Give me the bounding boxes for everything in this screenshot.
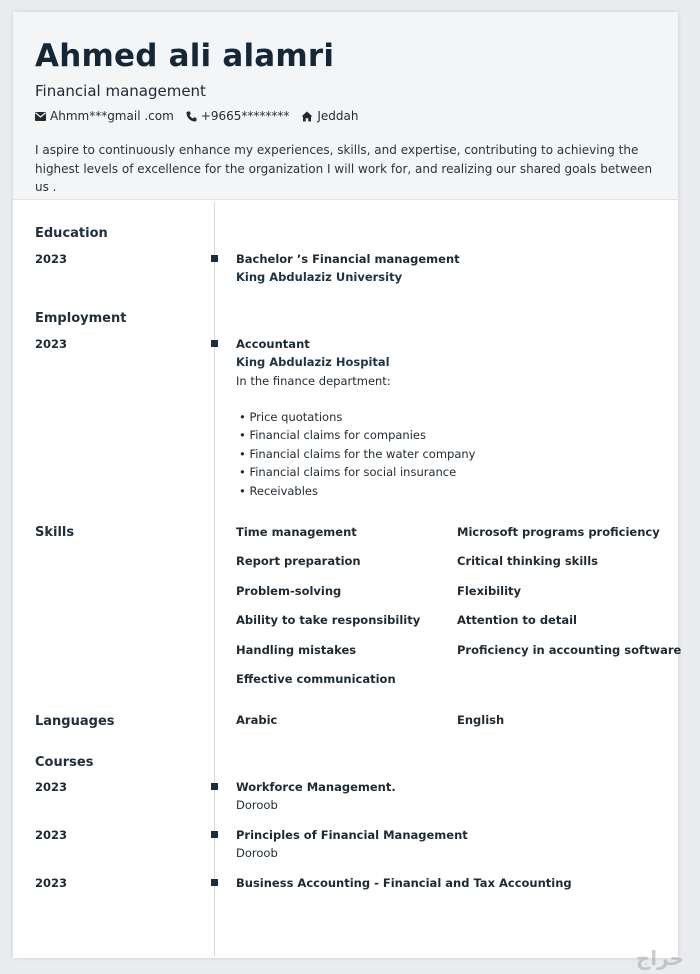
email-text: Ahmm***gmail .com xyxy=(50,109,174,123)
timeline-marker xyxy=(211,879,218,886)
skill-item: Handling mistakes xyxy=(236,643,357,657)
courses-heading: Courses xyxy=(35,755,94,770)
course-year: 2023 xyxy=(35,780,68,794)
education-heading: Education xyxy=(35,226,108,241)
profile-summary: I aspire to continuously enhance my experiences, skills, and expertise, contributing to achieving the highest levels of excellence for the organization I will work for, and realizing our shared goals between us . xyxy=(35,143,653,194)
skill-item: Effective communication xyxy=(236,672,396,686)
skill-item: Problem-solving xyxy=(236,584,342,598)
employment-item: • Financial claims for social insurance xyxy=(239,465,457,479)
phone-icon xyxy=(186,111,197,122)
skill-item: Microsoft programs proficiency xyxy=(457,525,660,539)
employment-item: • Financial claims for the water company xyxy=(239,447,476,461)
timeline-marker xyxy=(211,783,218,790)
contact-email xyxy=(35,109,174,123)
skill-item: Flexibility xyxy=(457,584,522,598)
resume-page xyxy=(13,12,682,958)
location-text: Jeddah xyxy=(317,109,359,123)
education-degree: Bachelor ’s Financial management xyxy=(236,252,460,266)
skill-item: Report preparation xyxy=(236,554,361,568)
course-provider: Doroob xyxy=(236,846,278,860)
timeline-marker xyxy=(211,340,218,347)
envelope-icon xyxy=(35,112,46,121)
course-year: 2023 xyxy=(35,876,68,890)
contact-location xyxy=(301,109,358,123)
education-school: King Abdulaziz University xyxy=(236,270,403,284)
employment-item: • Receivables xyxy=(239,484,318,498)
course-name: Workforce Management. xyxy=(236,780,396,794)
site-watermark: حراج xyxy=(635,946,684,970)
timeline-marker xyxy=(211,831,218,838)
employment-year: 2023 xyxy=(35,337,68,351)
candidate-title: Financial management xyxy=(35,82,206,100)
timeline-divider xyxy=(214,202,215,956)
resume-header xyxy=(13,12,678,200)
language-item: Arabic xyxy=(236,713,278,727)
phone-text: +9665******** xyxy=(200,109,290,123)
employment-position: Accountant xyxy=(236,337,310,351)
employment-employer: King Abdulaziz Hospital xyxy=(236,355,390,369)
employment-description: In the finance department: xyxy=(236,374,391,388)
skill-item: Proficiency in accounting software xyxy=(457,643,682,657)
languages-heading: Languages xyxy=(35,714,115,729)
employment-heading: Employment xyxy=(35,311,127,326)
skills-heading: Skills xyxy=(35,525,75,540)
employment-item: • Financial claims for companies xyxy=(239,428,426,442)
course-provider: Doroob xyxy=(236,798,278,812)
employment-item: • Price quotations xyxy=(239,410,343,424)
skill-item: Time management xyxy=(236,525,357,539)
candidate-name: Ahmed ali alamri xyxy=(35,38,335,74)
contact-phone xyxy=(186,109,290,123)
skill-item: Attention to detail xyxy=(457,613,577,627)
course-name: Business Accounting - Financial and Tax Accounting xyxy=(236,876,572,890)
course-year: 2023 xyxy=(35,828,68,842)
language-item: English xyxy=(457,713,505,727)
contact-row xyxy=(35,109,371,123)
course-name: Principles of Financial Management xyxy=(236,828,468,842)
skill-item: Ability to take responsibility xyxy=(236,613,421,627)
home-icon xyxy=(301,111,313,122)
timeline-marker xyxy=(211,255,218,262)
education-year: 2023 xyxy=(35,252,68,266)
skill-item: Critical thinking skills xyxy=(457,554,599,568)
